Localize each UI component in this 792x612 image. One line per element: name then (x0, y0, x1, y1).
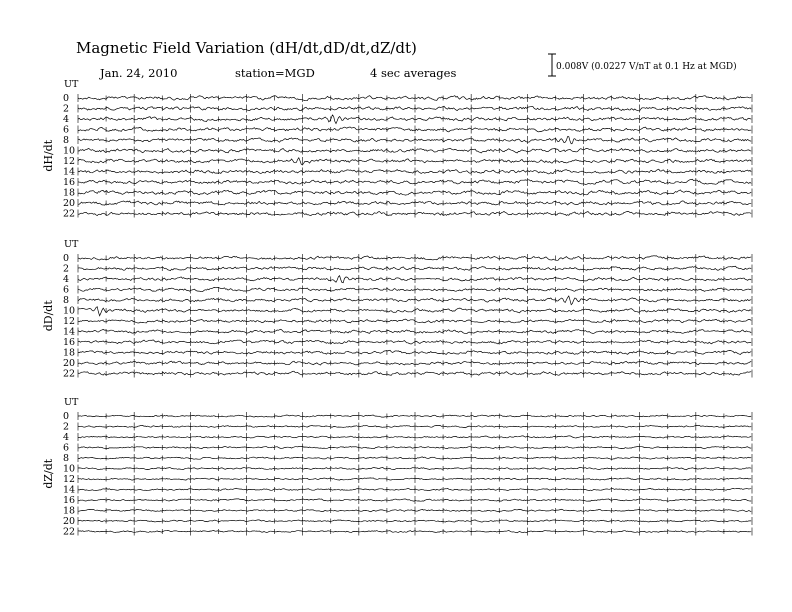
row-label-20: 20 (63, 198, 76, 209)
row-label-4: 4 (63, 274, 70, 285)
trace-12ut (78, 478, 751, 480)
trace-0ut (78, 415, 751, 417)
trace-22ut (78, 211, 751, 215)
row-label-0: 0 (63, 93, 70, 104)
row-label-8: 8 (63, 453, 70, 464)
row-label-6: 6 (63, 284, 70, 296)
trace-16ut (78, 340, 751, 344)
row-label-18: 18 (63, 505, 76, 517)
row-label-22: 22 (63, 208, 76, 220)
trace-10ut (78, 468, 751, 470)
trace-12ut (78, 158, 751, 165)
trace-6ut (78, 127, 751, 132)
trace-20ut (78, 201, 751, 205)
row-label-10: 10 (63, 463, 76, 475)
date-label: Jan. 24, 2010 (100, 66, 178, 80)
row-label-10: 10 (63, 305, 76, 317)
trace-0ut (78, 256, 751, 261)
trace-16ut (78, 179, 751, 184)
trace-8ut (78, 457, 751, 459)
row-label-8: 8 (63, 295, 70, 306)
ut-label: UT (64, 239, 79, 250)
trace-8ut (78, 137, 751, 144)
row-label-22: 22 (63, 526, 76, 538)
trace-10ut (78, 148, 751, 153)
row-label-16: 16 (63, 177, 76, 188)
scale-bar (548, 54, 737, 76)
trace-14ut (78, 169, 751, 174)
trace-14ut (78, 329, 751, 333)
trace-20ut (78, 361, 751, 365)
row-label-12: 12 (63, 156, 76, 167)
ut-label: UT (64, 79, 79, 90)
row-label-16: 16 (63, 337, 76, 348)
trace-18ut (78, 350, 751, 354)
panel-dH-dt (42, 79, 752, 220)
row-label-0: 0 (63, 411, 70, 422)
trace-2ut (78, 425, 751, 427)
row-label-18: 18 (63, 347, 76, 359)
row-label-12: 12 (63, 316, 76, 327)
trace-20ut (78, 520, 751, 522)
panel-dD-dt (42, 239, 752, 380)
row-label-18: 18 (63, 187, 76, 199)
trace-4ut (78, 115, 751, 124)
ut-label: UT (64, 397, 79, 408)
row-label-2: 2 (63, 421, 70, 433)
scale-label: 0.008V (0.0227 V/nT at 0.1 Hz at MGD) (556, 62, 737, 72)
row-label-14: 14 (63, 326, 76, 338)
row-label-10: 10 (63, 145, 76, 157)
row-label-4: 4 (63, 432, 70, 443)
y-axis-label: dD/dt (42, 300, 55, 332)
trace-4ut (78, 436, 751, 438)
trace-6ut (78, 446, 751, 448)
row-label-2: 2 (63, 103, 70, 115)
trace-12ut (78, 319, 751, 323)
y-axis-label: dH/dt (42, 139, 55, 172)
row-label-22: 22 (63, 368, 76, 380)
trace-4ut (78, 276, 751, 283)
trace-0ut (78, 96, 751, 101)
y-axis-label: dZ/dt (42, 458, 55, 489)
row-label-14: 14 (63, 484, 76, 496)
trace-18ut (78, 509, 751, 511)
trace-14ut (78, 488, 751, 490)
averaging-label: 4 sec averages (370, 66, 457, 80)
row-label-20: 20 (63, 358, 76, 369)
row-label-8: 8 (63, 135, 70, 146)
trace-10ut (78, 307, 751, 316)
row-label-6: 6 (63, 124, 70, 136)
trace-22ut (78, 371, 751, 375)
trace-22ut (78, 531, 751, 533)
row-label-6: 6 (63, 442, 70, 454)
row-label-0: 0 (63, 253, 70, 264)
row-label-16: 16 (63, 495, 76, 506)
trace-2ut (78, 106, 751, 111)
trace-8ut (78, 296, 751, 305)
panel-dZ-dt (42, 397, 752, 538)
trace-2ut (78, 266, 751, 270)
panels-container (42, 79, 752, 538)
trace-16ut (78, 499, 751, 501)
trace-6ut (78, 287, 751, 291)
station-label: station=MGD (235, 66, 315, 80)
row-label-14: 14 (63, 166, 76, 178)
row-label-12: 12 (63, 474, 76, 485)
trace-18ut (78, 190, 751, 195)
figure-title: Magnetic Field Variation (dH/dt,dD/dt,dZ/dt) (76, 39, 417, 57)
row-label-2: 2 (63, 263, 70, 275)
row-label-20: 20 (63, 516, 76, 527)
row-label-4: 4 (63, 114, 70, 125)
